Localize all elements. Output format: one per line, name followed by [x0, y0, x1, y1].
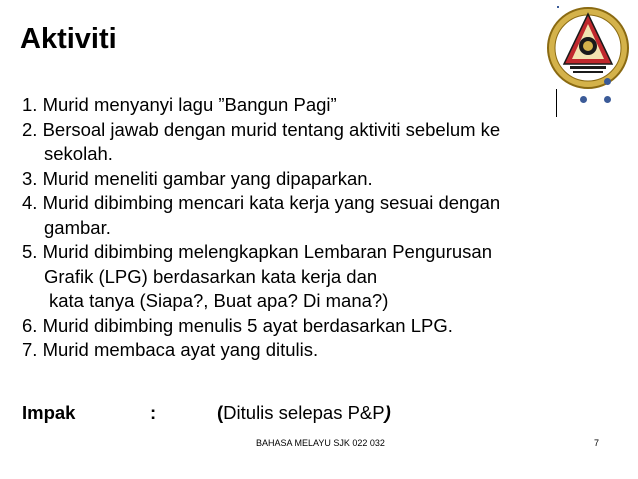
impact-open-paren: (: [217, 402, 224, 423]
impact-row: [22, 401, 391, 425]
list-item: [22, 167, 607, 192]
list-item-text: 6. Murid dibimbing menulis 5 ayat berdasarkan LPG.: [22, 314, 453, 336]
list-item-text-continued: sekolah.: [44, 143, 113, 164]
list-item-text-continued: kata tanya (Siapa?, Buat apa? Di mana?): [49, 290, 389, 311]
list-item-text: 5. Murid dibimbing melengkapkan Lembaran Pengurusan: [22, 241, 492, 262]
list-item-text: 3. Murid meneliti gambar yang dipaparkan.: [22, 167, 373, 189]
decorative-dot: [604, 96, 611, 103]
activity-list: [22, 93, 607, 363]
decorative-divider: [556, 89, 557, 117]
decorative-dot: [604, 78, 611, 85]
impact-close-paren: ): [384, 402, 391, 423]
list-item-text-continued: gambar.: [44, 216, 111, 238]
impact-label: Impak: [22, 402, 76, 423]
list-item-text-continued: Grafik (LPG) berdasarkan kata kerja dan: [44, 265, 378, 287]
list-item-text: 7. Murid membaca ayat yang ditulis.: [22, 339, 319, 360]
decorative-dot: [580, 96, 587, 103]
decorative-dots: [580, 91, 620, 103]
list-item: [22, 118, 607, 167]
list-item: [22, 314, 607, 339]
list-item: [22, 338, 607, 363]
list-item: [22, 93, 607, 118]
list-item-text: 1. Murid menyanyi lagu ”Bangun Pagi”: [22, 94, 337, 115]
slide-title: Aktiviti: [20, 23, 117, 55]
impact-description: [217, 401, 391, 425]
list-item: [22, 191, 607, 240]
page-number: 7: [594, 438, 600, 448]
list-item: [22, 240, 607, 314]
impact-colon: :: [150, 402, 157, 423]
footer-course-label: BAHASA MELAYU SJK 022 032: [256, 438, 385, 448]
school-crest-icon: [546, 6, 630, 90]
impact-text: Ditulis selepas P&P: [223, 402, 385, 423]
list-item-text: 4. Murid dibimbing mencari kata kerja yang sesuai dengan: [22, 192, 501, 213]
list-item-text: 2. Bersoal jawab dengan murid tentang aktiviti sebelum ke: [22, 118, 501, 140]
